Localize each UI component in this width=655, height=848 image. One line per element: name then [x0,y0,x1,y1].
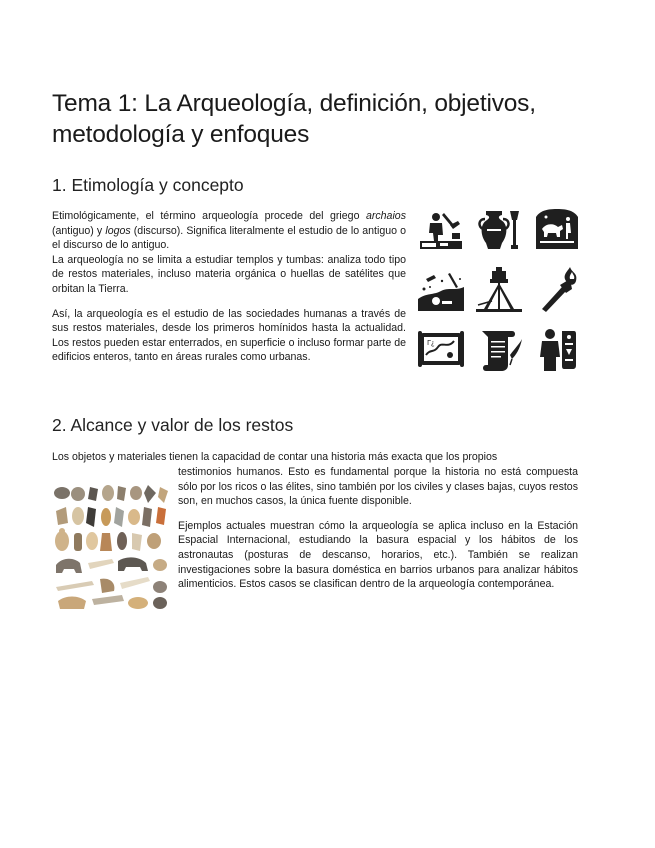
paragraph-scope: La arqueología no se limita a estudiar templos y tumbas: analiza todo tipo de restos materiales, incluso materia orgánica o huellas de satélites que orbitan la Tierra. [52,253,406,295]
survey-theodolite-icon [474,265,524,315]
etymology-text-c: (discurso). Significa literalmente el estudio de lo antiguo o el discurso de lo antiguo. [52,224,406,252]
section2-intro-line [52,450,578,465]
paragraph-contemporary: Ejemplos actuales muestran cómo la arqueología se aplica incluso en la Estación Espacial Internacional, estudiando la basura espacial y los hábitos de los astronautas (posturas de descanso, horarios, etc.). También se realizan investigaciones sobre la basura doméstica en barrios urbanos para analizar hábitos alimenticios. Estos casos se clasifican dentro de la arqueología contemporánea. [178,519,578,591]
papyrus-quill-icon [474,325,524,375]
svg-text:Γ¿: Γ¿ [427,339,435,347]
paragraph-objects-line1: Los objetos y materiales tienen la capacidad de contar una historia más exacta que los propios [52,451,498,463]
artifacts-collection-image [52,483,170,613]
term-logos: logos [105,224,131,237]
hieroglyph-figure-icon [532,325,582,375]
dig-site-icon [416,265,466,315]
map-scroll-icon [416,325,466,375]
etymology-text-a: Etimológicamente, el término arqueología procede del griego [52,210,366,222]
term-archaios: archaios [365,210,406,222]
excavation-icon [416,205,466,255]
section2-text [178,465,578,592]
torch-icon [532,265,582,315]
page-title: Tema 1: La Arqueología, definición, objetivos, metodología y enfoques [52,90,536,148]
paragraph-definition: Así, la arqueología es el estudio de las sociedades humanas a través de sus restos materiales, desde los primeros homínidos hasta la actualidad. Los restos pueden estar enterrados, en superficie o incluso formar parte de edificios enteros, tanto en áreas rurales como urbanas. [52,307,406,364]
section-heading-alcance: 2. Alcance y valor de los restos [52,415,294,435]
etymology-text-b: (antiguo) y [52,224,106,237]
cave-painting-icon [532,205,582,255]
archaeology-icon-grid [416,205,582,377]
amphora-and-brush-icon [474,205,524,255]
paragraph-etymology [52,209,406,253]
paragraph-objects-rest: testimonios humanos. Esto es fundamental porque la historia no está compuesta sólo por los ricos o las élites, sino también por los civiles y clases bajas, cuyos restos son, en muchos casos, la única fuente disponible. [178,466,578,508]
section-heading-etimologia: 1. Etimología y concepto [52,175,244,195]
section1-text [52,209,406,365]
